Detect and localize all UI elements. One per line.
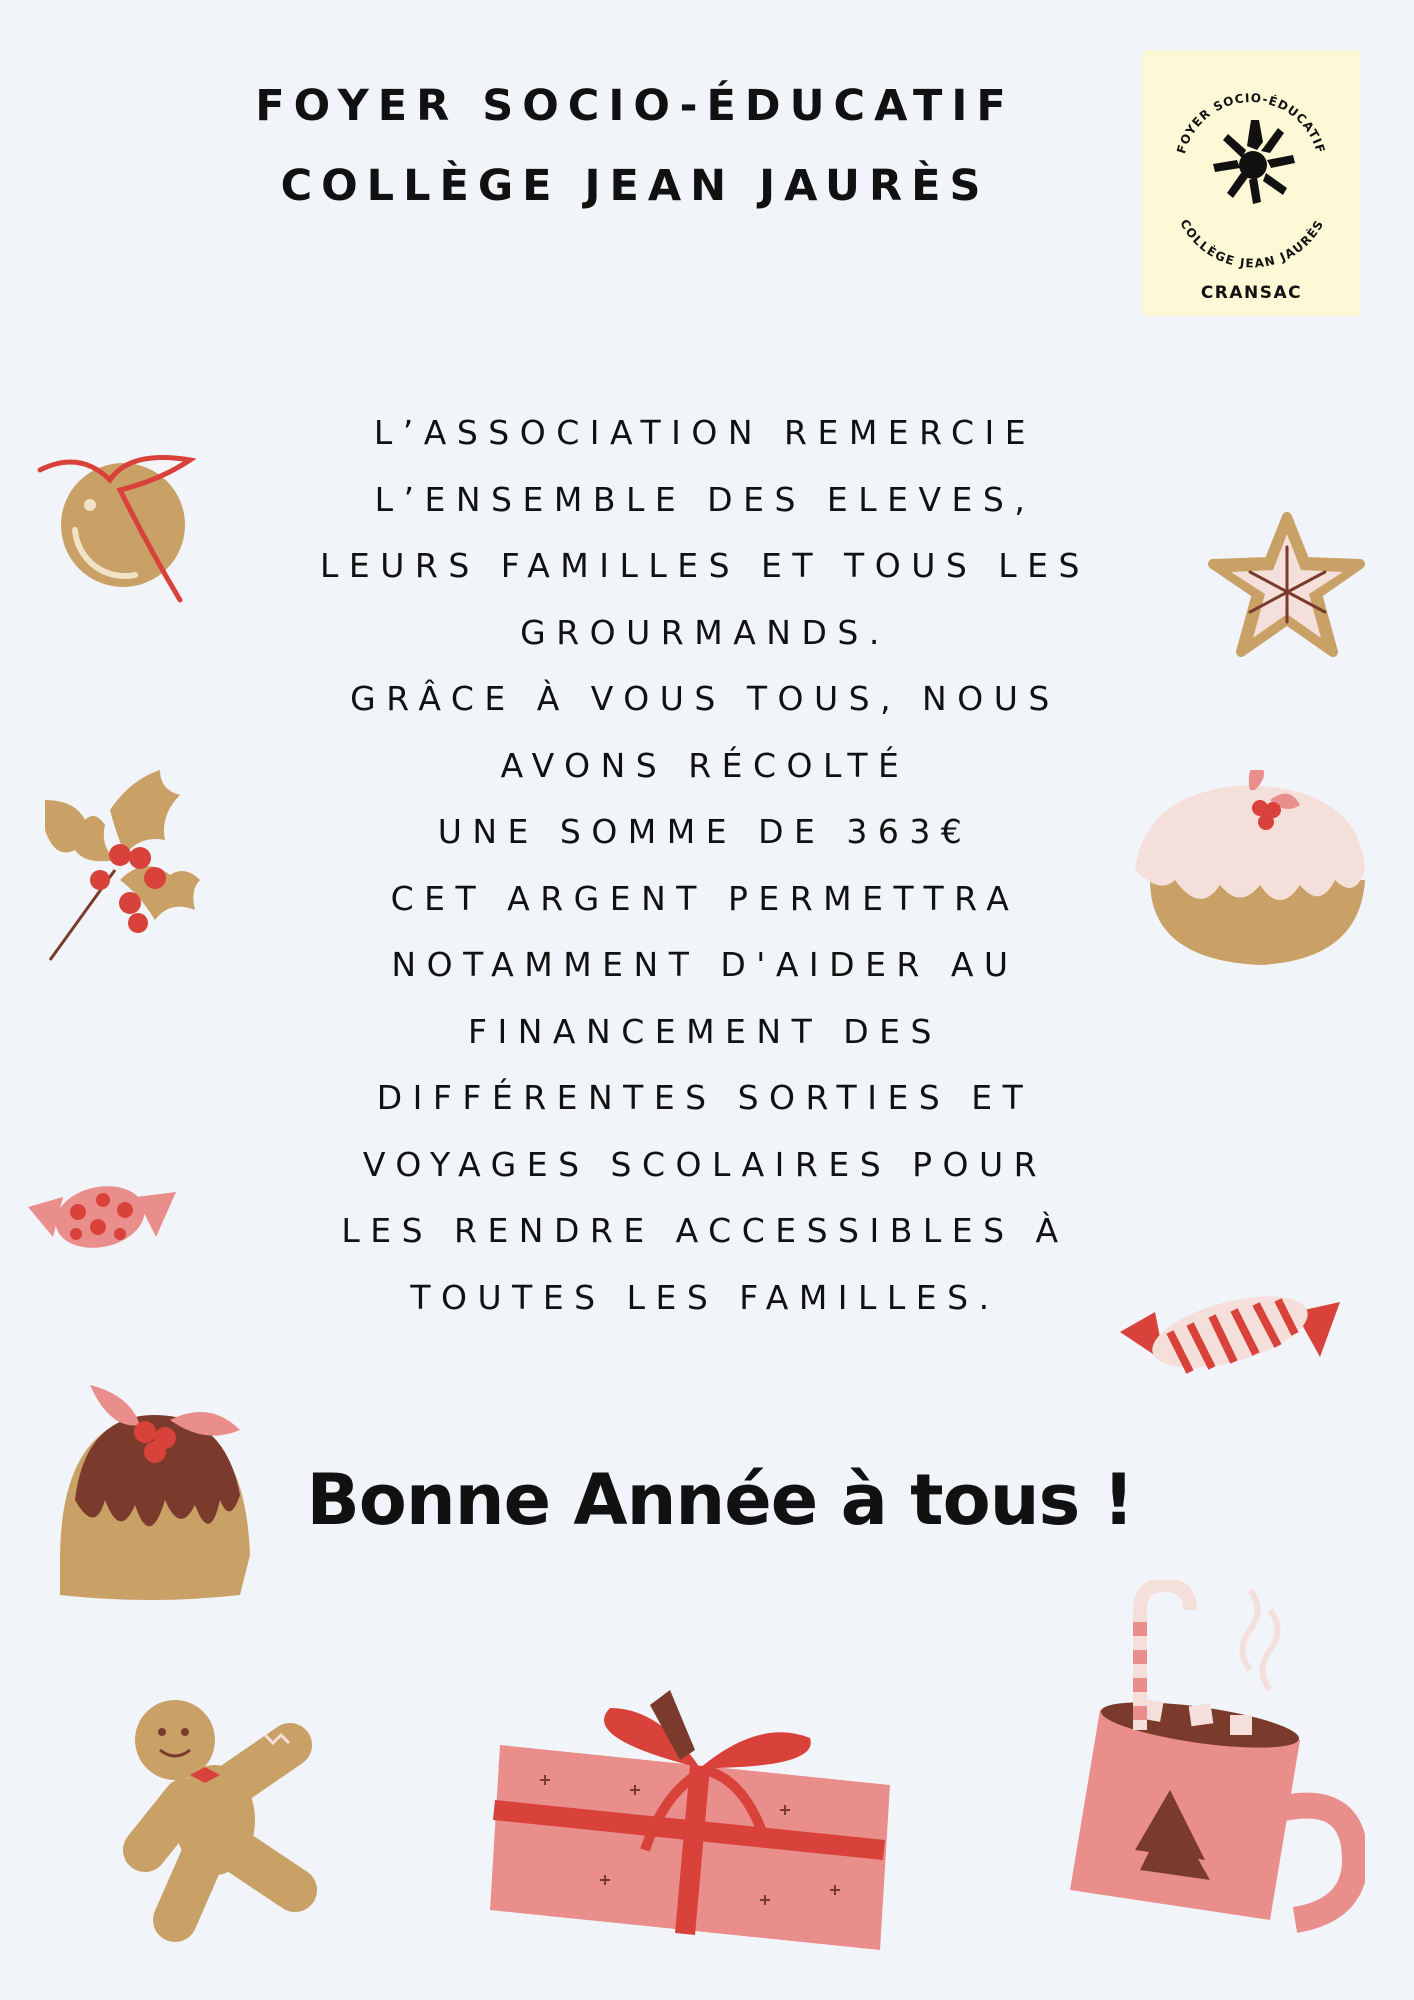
title-line-1: FOYER SOCIO-ÉDUCATIF [255,81,1015,131]
message-line: LES RENDRE ACCESSIBLES À [341,1211,1069,1250]
message-line: CET ARGENT PERMETTRA [390,878,1020,918]
hands-icon [1213,120,1295,204]
message-line: VOYAGES SCOLAIRES POUR [362,1144,1048,1184]
message-line: GROURMANDS. [520,612,890,652]
message-line: L’ENSEMBLE DES ELEVES, [374,479,1036,519]
logo [1143,50,1360,316]
logo-city: CRANSAC [1200,283,1303,303]
message-line: UNE SOMME DE 363€ [437,812,973,851]
message-line: NOTAMMENT D'AIDER AU [391,945,1019,984]
candy-striped-icon [1120,1272,1340,1382]
ornament-icon [35,430,210,615]
greeting: Bonne Année à tous ! [306,1459,1134,1541]
cocoa-mug-icon [1060,1580,1365,1940]
message-line: FINANCEMENT DES [468,1011,942,1051]
message-line: TOUTES LES FAMILLES. [410,1277,1000,1317]
page-title [0,66,1270,226]
message-line: LEURS FAMILLES ET TOUS LES [320,546,1090,585]
message-line: L’ASSOCIATION REMERCIE [373,413,1037,452]
message-line: AVONS RÉCOLTÉ [500,745,910,785]
message-line: GRÂCE À VOUS TOUS, NOUS [350,679,1060,718]
holly-icon [40,770,205,965]
cookie-snowflake-icon [1205,512,1370,667]
title-line-2: COLLÈGE JEAN JAURÈS [280,161,990,211]
candy-polka-icon [28,1172,176,1257]
logo-arc-bottom: COLLÈGE JEAN JAURÈS [1177,216,1327,271]
logo-arc-top: FOYER SOCIO-ÉDUCATIF [1174,90,1328,156]
pudding-icon [50,1380,250,1600]
message-body [230,400,1180,1331]
gingerbread-man-icon [115,1690,340,1960]
iced-cake-icon [1130,770,1375,970]
logo-emblem [1143,50,1360,316]
message-line: DIFFÉRENTES SORTIES ET [376,1078,1034,1117]
gift-box-icon [480,1690,920,1970]
